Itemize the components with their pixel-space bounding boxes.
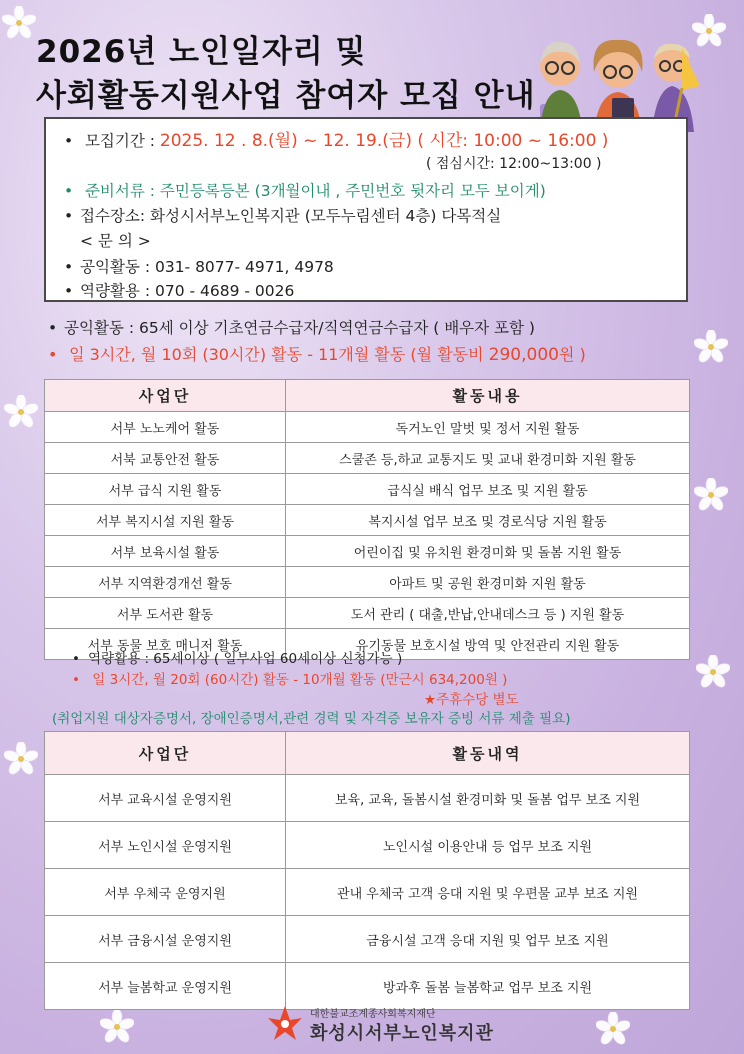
recruitment-info-box bbox=[44, 117, 688, 302]
flower-icon bbox=[696, 655, 730, 689]
flower-icon bbox=[2, 6, 36, 40]
activity-description: 스쿨존 등,하교 교통지도 및 교내 환경미화 지원 활동 bbox=[286, 443, 690, 474]
project-name: 서부 교육시설 운영지원 bbox=[45, 775, 286, 822]
project-name: 서부 동물 보호 매니저 활동 bbox=[45, 629, 286, 660]
public-activity-eligibility: • 공익활동 : 65세 이상 기초연금수급자/직역연금수급자 ( 배우자 포함 ) bbox=[48, 316, 535, 338]
project-name: 서부 늘봄학교 운영지원 bbox=[45, 963, 286, 1010]
activity-description: 보육, 교육, 돌봄시설 환경미화 및 돌봄 업무 보조 지원 bbox=[286, 775, 690, 822]
activity-description: 복지시설 업무 보조 및 경로식당 지원 활동 bbox=[286, 505, 690, 536]
flower-icon bbox=[596, 1012, 630, 1046]
flower-icon bbox=[694, 478, 728, 512]
table-row bbox=[45, 598, 690, 629]
flower-icon bbox=[694, 330, 728, 364]
project-name: 서부 노노케어 활동 bbox=[45, 412, 286, 443]
activity-description: 독거노인 말벗 및 정서 지원 활동 bbox=[286, 412, 690, 443]
table-row bbox=[45, 412, 690, 443]
welfare-center-name: 화성시서부노인복지관 bbox=[310, 1023, 494, 1044]
activity-description: 아파트 및 공원 환경미화 지원 활동 bbox=[286, 567, 690, 598]
table-header-row bbox=[45, 380, 690, 412]
table-row bbox=[45, 536, 690, 567]
column-header-activity: 활동내용 bbox=[286, 380, 690, 412]
activity-description: 급식실 배식 업무 보조 및 지원 활동 bbox=[286, 474, 690, 505]
recruitment-period: • 모집기간 : 2025. 12 . 8.(월) ~ 12. 19.(금) ( 시간: 10:00 ~ 16:00 ) bbox=[64, 126, 608, 151]
project-name: 서부 지역환경개선 활동 bbox=[45, 567, 286, 598]
required-proof-note: (취업지원 대상자증명서, 장애인증명서,관련 경력 및 자격증 보유자 증빙 서류 제출 필요) bbox=[52, 711, 571, 727]
table-row bbox=[45, 474, 690, 505]
activity-description: 유기동물 보호시설 방역 및 안전관리 지원 활동 bbox=[286, 629, 690, 660]
table-row bbox=[45, 567, 690, 598]
public-activity-schedule: • 일 3시간, 월 10회 (30시간) 활동 - 11개월 활동 (월 활동비 290,000원 ) bbox=[48, 342, 586, 365]
table-row bbox=[45, 963, 690, 1010]
column-header-project: 사업단 bbox=[45, 732, 286, 775]
lunch-time: ( 점심시간: 12:00~13:00 ) bbox=[426, 156, 602, 172]
table-row bbox=[45, 869, 690, 916]
title-line-2: 사회활동지원사업 참여자 모집 안내 bbox=[36, 78, 536, 114]
capacity-activity-contact: • 역량활용 : 070 - 4689 - 0026 bbox=[64, 279, 294, 301]
capacity-activity-schedule: • 일 3시간, 월 20회 (60시간) 활동 - 10개월 활동 (만근시 634,200원 ) bbox=[72, 668, 507, 688]
page-title bbox=[36, 30, 536, 118]
table-row bbox=[45, 916, 690, 963]
table-row bbox=[45, 505, 690, 536]
project-name: 서부 노인시설 운영지원 bbox=[45, 822, 286, 869]
table-row bbox=[45, 443, 690, 474]
activity-description: 관내 우체국 고객 응대 지원 및 우편물 교부 보조 지원 bbox=[286, 869, 690, 916]
public-activity-contact: • 공익활동 : 031- 8077- 4971, 4978 bbox=[64, 255, 334, 277]
activity-description: 노인시설 이용안내 등 업무 보조 지원 bbox=[286, 822, 690, 869]
foundation-name: 대한불교조계종사회복지재단 bbox=[310, 1009, 436, 1020]
weekly-allowance-note: ★주휴수당 별도 bbox=[424, 692, 519, 708]
project-name: 서부 금융시설 운영지원 bbox=[45, 916, 286, 963]
reception-place: • 접수장소: 화성시서부노인복지관 (모두누림센터 4층) 다목적실 bbox=[64, 204, 501, 226]
capacity-activity-table bbox=[44, 731, 690, 1010]
flower-icon bbox=[4, 395, 38, 429]
column-header-activity: 활동내역 bbox=[286, 732, 690, 775]
project-name: 서부 급식 지원 활동 bbox=[45, 474, 286, 505]
title-line-1: 2026년 노인일자리 및 bbox=[36, 34, 367, 70]
project-name: 서북 교통안전 활동 bbox=[45, 443, 286, 474]
activity-description: 어린이집 및 유치원 환경미화 및 돌봄 지원 활동 bbox=[286, 536, 690, 567]
flower-icon bbox=[100, 1010, 134, 1044]
activity-description: 방과후 돌봄 늘봄학교 업무 보조 지원 bbox=[286, 963, 690, 1010]
project-name: 서부 우체국 운영지원 bbox=[45, 869, 286, 916]
table-header-row bbox=[45, 732, 690, 775]
column-header-project: 사업단 bbox=[45, 380, 286, 412]
table-row bbox=[45, 822, 690, 869]
foundation-logo-icon bbox=[266, 1004, 304, 1042]
project-name: 서부 복지시설 지원 활동 bbox=[45, 505, 286, 536]
required-documents: • 준비서류 : 주민등록등본 (3개월이내 , 주민번호 뒷자리 모두 보이게) bbox=[64, 179, 546, 201]
recruitment-period-value: 2025. 12 . 8.(월) ~ 12. 19.(금) ( 시간: 10:00 ~ 16:00 ) bbox=[159, 131, 609, 151]
table-row bbox=[45, 775, 690, 822]
public-activity-table bbox=[44, 379, 690, 660]
activity-description: 도서 관리 ( 대출,반납,안내데스크 등 ) 지원 활동 bbox=[286, 598, 690, 629]
activity-description: 금융시설 고객 응대 지원 및 업무 보조 지원 bbox=[286, 916, 690, 963]
project-name: 서부 도서관 활동 bbox=[45, 598, 286, 629]
capacity-activity-eligibility: • 역량활용 : 65세이상 ( 일부사업 60세이상 신청가능 ) bbox=[72, 647, 402, 667]
inquiry-heading: < 문 의 > bbox=[80, 232, 151, 250]
flower-icon bbox=[4, 742, 38, 776]
project-name: 서부 보육시설 활동 bbox=[45, 536, 286, 567]
